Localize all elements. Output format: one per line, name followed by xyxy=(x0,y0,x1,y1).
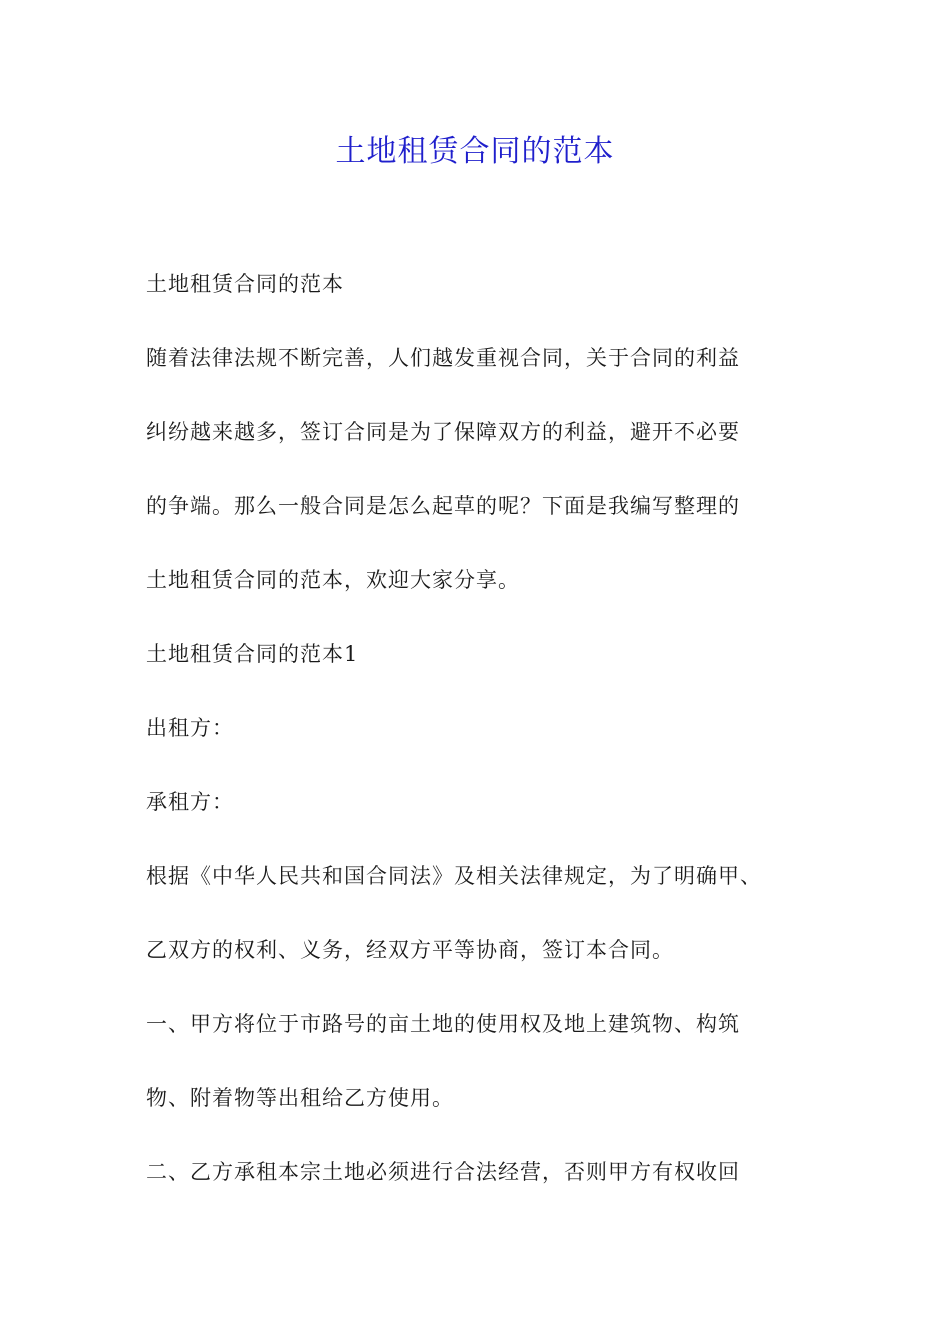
body-line: 的争端。那么一般合同是怎么起草的呢？下面是我编写整理的 xyxy=(146,494,740,518)
document-title: 土地租赁合同的范本 xyxy=(335,134,615,169)
body-line: 土地租赁合同的范本，欢迎大家分享。 xyxy=(146,568,520,592)
document-body xyxy=(146,262,826,1224)
body-line: 随着法律法规不断完善，人们越发重视合同，关于合同的利益 xyxy=(146,346,740,370)
body-line: 根据《中华人民共和国合同法》及相关法律规定，为了明确甲、 xyxy=(146,864,762,888)
clause-line: 物、附着物等出租给乙方使用。 xyxy=(146,1086,454,1110)
section-heading: 土地租赁合同的范本1 xyxy=(146,642,359,666)
body-line-subtitle: 土地租赁合同的范本 xyxy=(146,272,344,296)
body-line: 纠纷越来越多，签订合同是为了保障双方的利益，避开不必要 xyxy=(146,420,740,444)
body-line: 乙双方的权利、义务，经双方平等协商，签订本合同。 xyxy=(146,938,674,962)
lessor-field: 出租方： xyxy=(146,716,234,740)
lessee-field: 承租方： xyxy=(146,790,234,814)
clause-line: 二、乙方承租本宗土地必须进行合法经营，否则甲方有权收回 xyxy=(146,1160,740,1184)
clause-line: 一、甲方将位于市路号的亩土地的使用权及地上建筑物、构筑 xyxy=(146,1012,740,1036)
